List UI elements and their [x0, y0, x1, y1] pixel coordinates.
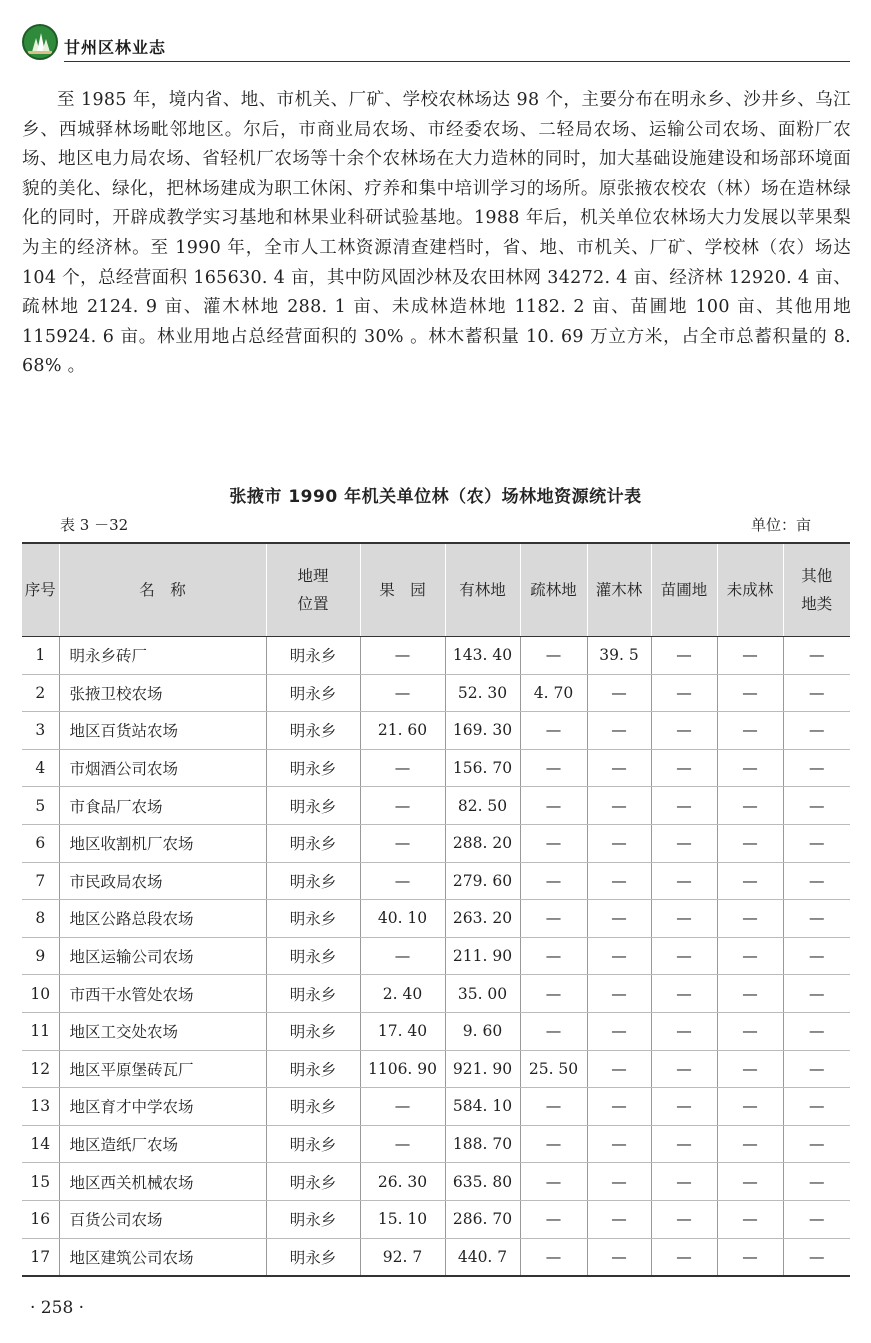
table-cell: 10 [22, 975, 59, 1013]
table-cell: — [651, 824, 717, 862]
table-cell: — [717, 900, 783, 938]
table-cell: — [520, 975, 587, 1013]
table-cell: 市民政局农场 [59, 862, 266, 900]
table-row [22, 862, 850, 900]
table-row [22, 1125, 850, 1163]
table-cell: 52. 30 [445, 674, 520, 712]
table-cell: 211. 90 [445, 937, 520, 975]
table-cell: 635. 80 [445, 1163, 520, 1201]
body-paragraph: 至 1985 年，境内省、地、市机关、厂矿、学校农林场达 98 个，主要分布在明永乡、沙井乡、乌江乡、西城驿林场毗邻地区。尔后，市商业局农场、市经委农场、二轻局农场、运输公司农场、面粉厂农场、地区电力局农场、省轻机厂农场等十余个农林场在大力造林的同时，加大基础设施建设和场部环境面貌的美化、绿化，把林场建成为职工休闲、疗养和集中培训学习的场所。原张掖农校农（林）场在造林绿化的同时，开辟成教学实习基地和林果业科研试验基地。1988 年后，机关单位农林场大力发展以苹果梨为主的经济林。至 1990 年，全市人工林资源清查建档时，省、地、市机关、厂矿、学校林（农）场达 104 个，总经营面积 165630. 4 亩，其中防风固沙林及农田林网 34272. 4 亩、经济林 12920. 4 亩、疏林地 2124. 9 亩、灌木林地 288. 1 亩、未成林造林地 1182. 2 亩、苗圃地 100 亩、其他用地 115924. 6 亩。林业用地占总经营面积的 30% 。林木蓄积量 10. 69 万立方米，占全市总蓄积量的 8. 68% 。 [22, 90, 851, 377]
table-cell: 26. 30 [360, 1163, 445, 1201]
table-cell: 明永乡砖厂 [59, 637, 266, 675]
header-label: 未成林 [726, 581, 774, 599]
table-cell: 2. 40 [360, 975, 445, 1013]
table-cell: 16 [22, 1200, 59, 1238]
table-cell: 17 [22, 1238, 59, 1276]
table-cell: — [587, 1088, 651, 1126]
table-cell: — [651, 637, 717, 675]
table-cell: 明永乡 [266, 937, 360, 975]
table-cell: — [520, 937, 587, 975]
table-cell: — [651, 1050, 717, 1088]
table-cell: — [783, 1238, 850, 1276]
table-cell: — [651, 937, 717, 975]
table-row [22, 900, 850, 938]
table-cell: — [717, 749, 783, 787]
table-cell: — [717, 787, 783, 825]
table-cell: — [587, 1012, 651, 1050]
table-cell: 张掖卫校农场 [59, 674, 266, 712]
table-number: 表 3 －32 [60, 516, 129, 534]
table-cell: 4 [22, 749, 59, 787]
header-label: 名 称 [139, 581, 186, 599]
table-cell: — [520, 749, 587, 787]
table-cell: 明永乡 [266, 1050, 360, 1088]
table-cell: — [783, 749, 850, 787]
table-row [22, 1012, 850, 1050]
table-cell: — [587, 1125, 651, 1163]
table-cell: 584. 10 [445, 1088, 520, 1126]
table-cell: 4. 70 [520, 674, 587, 712]
table-row [22, 787, 850, 825]
table-cell: — [783, 674, 850, 712]
table-cell: — [651, 674, 717, 712]
table-cell: 92. 7 [360, 1238, 445, 1276]
table-cell: 市烟酒公司农场 [59, 749, 266, 787]
table-cell: — [360, 787, 445, 825]
table-cell: 3 [22, 712, 59, 750]
table-row [22, 1088, 850, 1126]
table-cell: — [783, 824, 850, 862]
table-cell: — [651, 1163, 717, 1201]
table-cell: 288. 20 [445, 824, 520, 862]
table-cell: 百货公司农场 [59, 1200, 266, 1238]
table-cell: — [520, 1012, 587, 1050]
table-cell: 15. 10 [360, 1200, 445, 1238]
table-cell: — [587, 674, 651, 712]
table-cell: 13 [22, 1088, 59, 1126]
table-cell: — [651, 749, 717, 787]
table-cell: — [520, 1163, 587, 1201]
table-cell: 188. 70 [445, 1125, 520, 1163]
table-cell: — [783, 1088, 850, 1126]
table-cell: — [783, 1200, 850, 1238]
table-cell: — [587, 1238, 651, 1276]
table-row [22, 937, 850, 975]
col-header-nursery [651, 543, 717, 637]
table-cell: 地区平原堡砖瓦厂 [59, 1050, 266, 1088]
table-cell: 17. 40 [360, 1012, 445, 1050]
table-cell: — [360, 862, 445, 900]
table-cell: — [783, 1012, 850, 1050]
col-header-orchard [360, 543, 445, 637]
table-cell: — [587, 1163, 651, 1201]
col-header-index [22, 543, 59, 637]
col-header-shrub [587, 543, 651, 637]
table-cell: — [360, 824, 445, 862]
table-cell: — [717, 1088, 783, 1126]
table-cell: 440. 7 [445, 1238, 520, 1276]
table-cell: — [520, 900, 587, 938]
table-cell: 明永乡 [266, 900, 360, 938]
header-label: 苗圃地 [660, 581, 708, 599]
table-cell: 1 [22, 637, 59, 675]
table-cell: — [651, 1012, 717, 1050]
table-header-row [22, 543, 850, 637]
table-cell: 明永乡 [266, 1088, 360, 1126]
table-cell: 地区公路总段农场 [59, 900, 266, 938]
col-header-location [266, 543, 360, 637]
table-row [22, 1200, 850, 1238]
table-cell: — [520, 787, 587, 825]
table-cell: 21. 60 [360, 712, 445, 750]
table-cell: 明永乡 [266, 1125, 360, 1163]
header-label: 其他 地类 [801, 567, 833, 613]
table-row [22, 824, 850, 862]
table-row [22, 749, 850, 787]
table-cell: — [717, 712, 783, 750]
book-title: 甘州区林业志 [64, 38, 167, 57]
table-cell: — [783, 937, 850, 975]
table-cell: 明永乡 [266, 749, 360, 787]
table-cell: — [360, 749, 445, 787]
table-cell: 地区西关机械农场 [59, 1163, 266, 1201]
table-row [22, 1050, 850, 1088]
table-cell: 明永乡 [266, 787, 360, 825]
table-cell: — [587, 712, 651, 750]
table-cell: 明永乡 [266, 862, 360, 900]
table-cell: 15 [22, 1163, 59, 1201]
table-cell: — [587, 862, 651, 900]
table-cell: 12 [22, 1050, 59, 1088]
header-label: 果 园 [379, 581, 426, 599]
col-header-other [783, 543, 850, 637]
table-cell: 市西干水管处农场 [59, 975, 266, 1013]
table-cell: 地区建筑公司农场 [59, 1238, 266, 1276]
table-cell: — [520, 712, 587, 750]
table-row [22, 674, 850, 712]
table-cell: — [651, 862, 717, 900]
header-label: 疏林地 [530, 581, 577, 599]
statistics-table [22, 542, 850, 1277]
table-cell: — [651, 787, 717, 825]
table-cell: — [520, 637, 587, 675]
table-cell: 明永乡 [266, 1012, 360, 1050]
table-cell: 143. 40 [445, 637, 520, 675]
table-row [22, 975, 850, 1013]
table-cell: 明永乡 [266, 1163, 360, 1201]
table-cell: 8 [22, 900, 59, 938]
table-cell: 市食品厂农场 [59, 787, 266, 825]
table-cell: 9 [22, 937, 59, 975]
table-cell: 7 [22, 862, 59, 900]
table-cell: — [651, 1088, 717, 1126]
header-label: 灌木林 [595, 581, 643, 599]
table-cell: — [717, 862, 783, 900]
table-cell: — [651, 975, 717, 1013]
table-row [22, 712, 850, 750]
table-cell: 6 [22, 824, 59, 862]
table-cell: 921. 90 [445, 1050, 520, 1088]
header-label: 地理 位置 [297, 567, 329, 613]
table-cell: — [717, 975, 783, 1013]
table-cell: 明永乡 [266, 712, 360, 750]
table-cell: 地区收割机厂农场 [59, 824, 266, 862]
col-header-immature [717, 543, 783, 637]
table-cell: — [783, 712, 850, 750]
table-cell: — [717, 824, 783, 862]
table-row [22, 1238, 850, 1276]
table-cell: — [717, 1238, 783, 1276]
table-cell: — [651, 1238, 717, 1276]
table-cell: — [587, 1200, 651, 1238]
table-cell: 明永乡 [266, 1200, 360, 1238]
table-cell: — [783, 787, 850, 825]
table-cell: — [587, 900, 651, 938]
table-cell: 明永乡 [266, 824, 360, 862]
table-cell: — [783, 975, 850, 1013]
table-cell: 明永乡 [266, 637, 360, 675]
table-cell: — [360, 637, 445, 675]
table-cell: 156. 70 [445, 749, 520, 787]
table-cell: 地区百货站农场 [59, 712, 266, 750]
page-number: · 258 · [30, 1298, 85, 1318]
table-cell: 2 [22, 674, 59, 712]
col-header-sparse-forest [520, 543, 587, 637]
table-cell: — [783, 1125, 850, 1163]
table-cell: 9. 60 [445, 1012, 520, 1050]
table-cell: 地区造纸厂农场 [59, 1125, 266, 1163]
table-cell: 明永乡 [266, 674, 360, 712]
col-header-name [59, 543, 266, 637]
col-header-forest-land [445, 543, 520, 637]
table-cell: 286. 70 [445, 1200, 520, 1238]
table-cell: 1106. 90 [360, 1050, 445, 1088]
table-cell: 25. 50 [520, 1050, 587, 1088]
table-cell: — [360, 1125, 445, 1163]
table-row [22, 1163, 850, 1201]
header-label: 有林地 [459, 581, 506, 599]
table-cell: 82. 50 [445, 787, 520, 825]
table-cell: 40. 10 [360, 900, 445, 938]
table-cell: — [520, 824, 587, 862]
header-label: 序号 [24, 581, 56, 599]
table-cell: — [520, 1125, 587, 1163]
table-cell: — [520, 1238, 587, 1276]
table-cell: — [717, 674, 783, 712]
table-cell: — [360, 1088, 445, 1126]
table-cell: 11 [22, 1012, 59, 1050]
table-cell: — [587, 975, 651, 1013]
table-cell: — [783, 862, 850, 900]
table-cell: 14 [22, 1125, 59, 1163]
table-cell: — [783, 1050, 850, 1088]
table-cell: 5 [22, 787, 59, 825]
table-cell: — [587, 1050, 651, 1088]
table-cell: 35. 00 [445, 975, 520, 1013]
header-rule [64, 61, 850, 62]
table-cell: — [717, 637, 783, 675]
page-header [22, 22, 850, 64]
table-cell: — [360, 674, 445, 712]
table-cell: 39. 5 [587, 637, 651, 675]
table-body [22, 637, 850, 1277]
forest-logo-icon [22, 24, 58, 60]
table-cell: — [651, 1200, 717, 1238]
table-cell: 169. 30 [445, 712, 520, 750]
table-cell: 279. 60 [445, 862, 520, 900]
table-cell: — [587, 787, 651, 825]
table-cell: 明永乡 [266, 1238, 360, 1276]
table-cell: — [360, 937, 445, 975]
table-cell: — [587, 749, 651, 787]
table-cell: — [651, 712, 717, 750]
table-cell: — [783, 900, 850, 938]
table-cell: — [587, 937, 651, 975]
table-title: 张掖市 1990 年机关单位林（农）场林地资源统计表 [229, 487, 642, 507]
table-cell: — [520, 1088, 587, 1126]
table-cell: — [717, 1050, 783, 1088]
table-cell: — [651, 900, 717, 938]
table-cell: — [717, 937, 783, 975]
table-cell: — [587, 824, 651, 862]
table-cell: — [717, 1125, 783, 1163]
table-row [22, 637, 850, 675]
table-cell: 地区运输公司农场 [59, 937, 266, 975]
table-cell: — [520, 862, 587, 900]
table-unit: 单位：亩 [750, 516, 811, 534]
table-cell: — [717, 1012, 783, 1050]
table-cell: 263. 20 [445, 900, 520, 938]
table-cell: — [520, 1200, 587, 1238]
table-cell: — [651, 1125, 717, 1163]
table-cell: 地区工交处农场 [59, 1012, 266, 1050]
table-cell: — [717, 1200, 783, 1238]
table-cell: 地区育才中学农场 [59, 1088, 266, 1126]
table-cell: 明永乡 [266, 975, 360, 1013]
table-cell: — [783, 1163, 850, 1201]
table-cell: — [717, 1163, 783, 1201]
table-cell: — [783, 637, 850, 675]
